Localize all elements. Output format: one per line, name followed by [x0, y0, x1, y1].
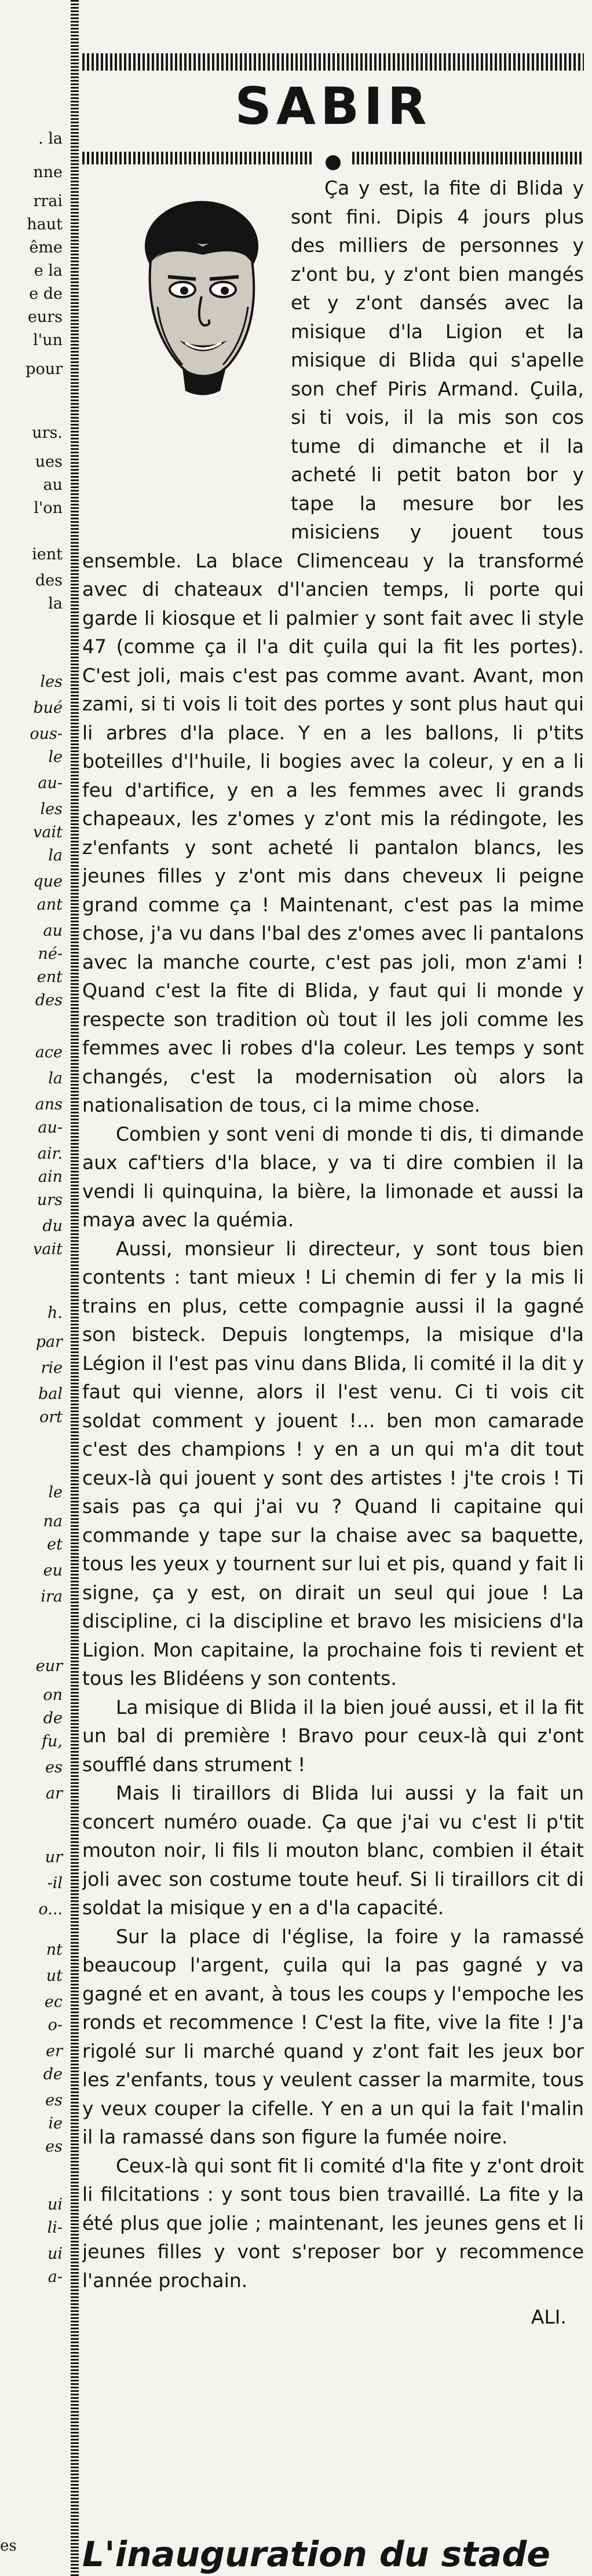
- left-column-fragment: le: [48, 1483, 63, 1501]
- left-column-fragment: . la: [38, 130, 63, 148]
- left-column-fragment: urs.: [32, 424, 63, 442]
- left-column-fragments: [0, 0, 65, 2576]
- paragraph-4: La misique di Blida il la bien joué aussi, et il la fit un bal di première ! Bravo pour ceux-là qui z'ont soufflé dans strument !: [82, 1695, 584, 1776]
- left-column-fragment: né-: [38, 945, 63, 963]
- left-column-fragment: ui: [47, 2245, 63, 2263]
- left-column-fragment: -il: [47, 1874, 63, 1892]
- left-column-fragment: es: [45, 2091, 63, 2109]
- left-column-fragment: au: [43, 476, 63, 494]
- bottom-left-fragment: es: [0, 2537, 17, 2555]
- left-column-fragment: de: [43, 1709, 63, 1727]
- left-column-fragment: pour: [25, 360, 63, 378]
- left-column-fragment: on: [43, 1686, 63, 1704]
- left-column-fragment: des: [35, 571, 63, 589]
- left-column-fragment: ec: [44, 1993, 63, 2011]
- left-column-fragment: ie: [48, 2115, 63, 2132]
- left-column-fragment: fu,: [42, 1732, 63, 1750]
- portrait-float-space: [82, 174, 291, 544]
- left-column-fragment: e la: [34, 262, 63, 280]
- left-column-fragment: o-: [47, 2016, 63, 2034]
- paragraph-5: Mais li tiraillors di Blida lui aussi y la fait un concert numéro ouade. Ça que j'ai vu c'est li p'tit mouton noir, li fils li mouton blanc, combien il était joli avec son costume toute heuf. Si li tiraillors cit di soldat la misique y en a d'la capacité.: [82, 1782, 584, 1919]
- left-column-fragment: es: [45, 1758, 63, 1776]
- left-column-fragment: ar: [45, 1784, 63, 1802]
- left-column-fragment: ême: [29, 239, 63, 256]
- left-column-fragment: au-: [38, 1119, 63, 1137]
- left-column-fragment: urs: [36, 1191, 63, 1209]
- left-column-fragment: ain: [38, 1168, 63, 1186]
- left-column-fragment: na: [43, 1512, 63, 1530]
- left-column-fragment: des: [35, 991, 63, 1009]
- left-column-fragment: air.: [37, 1145, 63, 1163]
- left-column-fragment: ient: [32, 545, 63, 563]
- left-column-fragment: le: [48, 748, 63, 766]
- left-column-fragment: ues: [35, 453, 63, 471]
- left-column-fragment: li-: [47, 2219, 63, 2237]
- paragraph-6: Sur la place di l'église, la foire y la ramassé beaucoup l'argent, çuila qui la pas gagné y va gagné et en avant, à tous les coups y l'empoche les ronds et recommence ! C'est la fite, vive la fite ! J'a rigolé sur li marché quand y z'ont fait les jeux bor les z'enfants, tous y veulent casser la marmite, tous y veux couper la cifelle. Y en a un qui la fait l'malin il la ramassé dans son figure la fumée noire.: [82, 1925, 584, 2148]
- left-column-fragment: bal: [38, 1385, 63, 1403]
- left-column-fragment: nne: [33, 163, 63, 181]
- paragraph-1: Ça y est, la fite di Blida y sont fini. Dipis 4 jours plus des milliers de personnes y z'ont bu, y z'ont bien mangés et y z'ont dansés avec la misique d'la Ligion et la misique di Blida qui s'apelle son chef Piris Armand. Çuila, si ti vois, il la mis son cos tume di dimanche et il la acheté li petit baton bor y tape la mesure bor les misiciens y jouent tous ensemble. La blace Climenceau y la transformé avec di chateaux d'l'ancien temps, li porte qui garde li kiosque et li palmier y sont fait avec li style 47 (comme ça il l'a dit çuila qui la fit les portes). C'est joli, mais c'est pas comme avant. Avant, mon zami, si ti vois li toit des portes y sont plus haut qui li arbres d'la place. Y en a les ballons, li p'tits boteilles d'l'huile, li bogies avec la coleur, y en a li feu d'artifice, y en a les femmes avec li grands chapeaux, les z'omes y z'ont mis la rédingote, les z'enfants y sont acheté li pantalon blancs, les jeunes filles y z'ont mis dans cheveux li peigne grand comme ça ! Maintenant, c'est pas la mime chose, j'a vu dans l'bal des z'omes avec li pantalons avec la manche courte, c'est pas joli, mon z'ami ! Quand c'est la fite di Blida, y faut qui li monde y respecte son tradition où tout il les joli comme les femmes avec li robes d'la coleur. Les temps y sont changés, c'est la modernisation où alors la nationalisation de tous, ci la mime chose.: [82, 177, 584, 1116]
- left-column-fragment: vait: [33, 823, 63, 841]
- left-column-fragment: et: [47, 1536, 63, 1553]
- left-column-fragment: ant: [36, 896, 63, 914]
- paragraph-3: Aussi, monsieur li directeur, y sont tous bien contents : tant mieux ! Li chemin di fer y la mis li trains en plus, cette compagnie aussi il la gagné son bisteck. Depuis longtemps, la misique d'la Légion il l'est pas vinu dans Blida, li comité il la dit y faut qui vienne, alors il l'est venu. Ci ti vois cit soldat comment y jouent !... ben mon camarade c'est des champions ! y en a un qui m'a dit tout ceux-là qui jouent y sont des artistes ! j'te crois ! Ti sais pas ça qui j'ai vu ? Quand li capitaine qui commande y tape sur la chaise avec sa baquette, tous les yeux y tournent sur lui et pis, quand y fait li signe, ça y est, on dirait un seul qui joue ! La discipline, ci la discipline et bravo les misiciens d'la Ligion. Mon capitaine, la prochaine fois ti revient et tous les Blidéens y son contents.: [82, 1237, 584, 1690]
- left-column-fragment: la: [48, 595, 63, 613]
- article-signature: ALI.: [531, 2306, 567, 2328]
- left-column-fragment: es: [45, 2138, 63, 2156]
- left-column-fragment: les: [40, 800, 63, 818]
- left-column-fragment: haut: [27, 215, 63, 233]
- left-column-fragment: au: [43, 922, 63, 940]
- left-column-fragment: a-: [47, 2268, 63, 2286]
- left-column-fragment: les: [40, 673, 63, 691]
- left-column-fragment: au-: [38, 774, 63, 792]
- left-column-fragment: la: [48, 1069, 63, 1087]
- left-column-fragment: ent: [36, 968, 63, 986]
- next-article-headline: L'inauguration du stade: [82, 2534, 550, 2575]
- left-column-fragment: l'un: [33, 331, 63, 349]
- left-column-fragment: ous-: [30, 725, 63, 743]
- left-column-fragment: eurs: [27, 308, 63, 326]
- left-column-fragment: vait: [33, 1240, 63, 1258]
- left-column-fragment: la: [48, 847, 63, 864]
- left-column-fragment: h.: [47, 1304, 63, 1322]
- title-hatch-top: [82, 53, 584, 71]
- paragraph-2: Combien y sont veni di monde ti dis, ti dimande aux caf'tiers d'la blace, y va ti dire combien il la vendi li quinquina, la bière, la limonade et aussi la maya avec la quémia.: [82, 1122, 584, 1231]
- left-column-fragment: ut: [46, 1967, 63, 1985]
- left-column-fragment: par: [35, 1333, 63, 1351]
- left-column-fragment: er: [46, 2042, 63, 2060]
- left-column-fragment: eur: [35, 1657, 63, 1675]
- article-sabir: [82, 0, 584, 2576]
- left-column-fragment: e de: [29, 285, 63, 303]
- article-title: SABIR: [235, 76, 432, 136]
- left-column-fragment: ace: [35, 1043, 63, 1061]
- separator-dot: [326, 155, 341, 170]
- left-column-fragment: que: [33, 873, 63, 891]
- left-column-fragment: o...: [38, 1900, 63, 1918]
- left-column-fragment: ans: [35, 1095, 63, 1113]
- article-body: [82, 174, 584, 2332]
- title-hatch-bottom-left: [82, 152, 314, 164]
- left-column-fragment: du: [42, 1217, 63, 1235]
- title-hatch-bottom-right: [352, 152, 584, 164]
- left-column-fragment: ur: [45, 1848, 63, 1866]
- left-column-fragment: eu: [43, 1562, 63, 1580]
- left-column-fragment: ort: [39, 1408, 63, 1426]
- left-column-fragment: de: [43, 2065, 63, 2083]
- left-column-fragment: ira: [41, 1588, 63, 1606]
- left-column-fragment: rrai: [33, 192, 63, 210]
- left-column-fragment: bué: [33, 699, 63, 717]
- left-column-fragment: nt: [46, 1941, 63, 1959]
- left-column-fragment: l'on: [34, 499, 63, 517]
- paragraph-7: Ceux-là qui sont fit li comité d'la fite y z'ont droit li filcitations : y sont tous bien travaillé. La fite y la été plus que jolie ; maintenant, les jeunes gens et li jeunes filles y vont s'reposer bor y recommence l'année prochain.: [82, 2154, 584, 2292]
- column-rule: [71, 0, 79, 2576]
- left-column-fragment: ui: [47, 2196, 63, 2214]
- left-column-fragment: rie: [41, 1359, 63, 1377]
